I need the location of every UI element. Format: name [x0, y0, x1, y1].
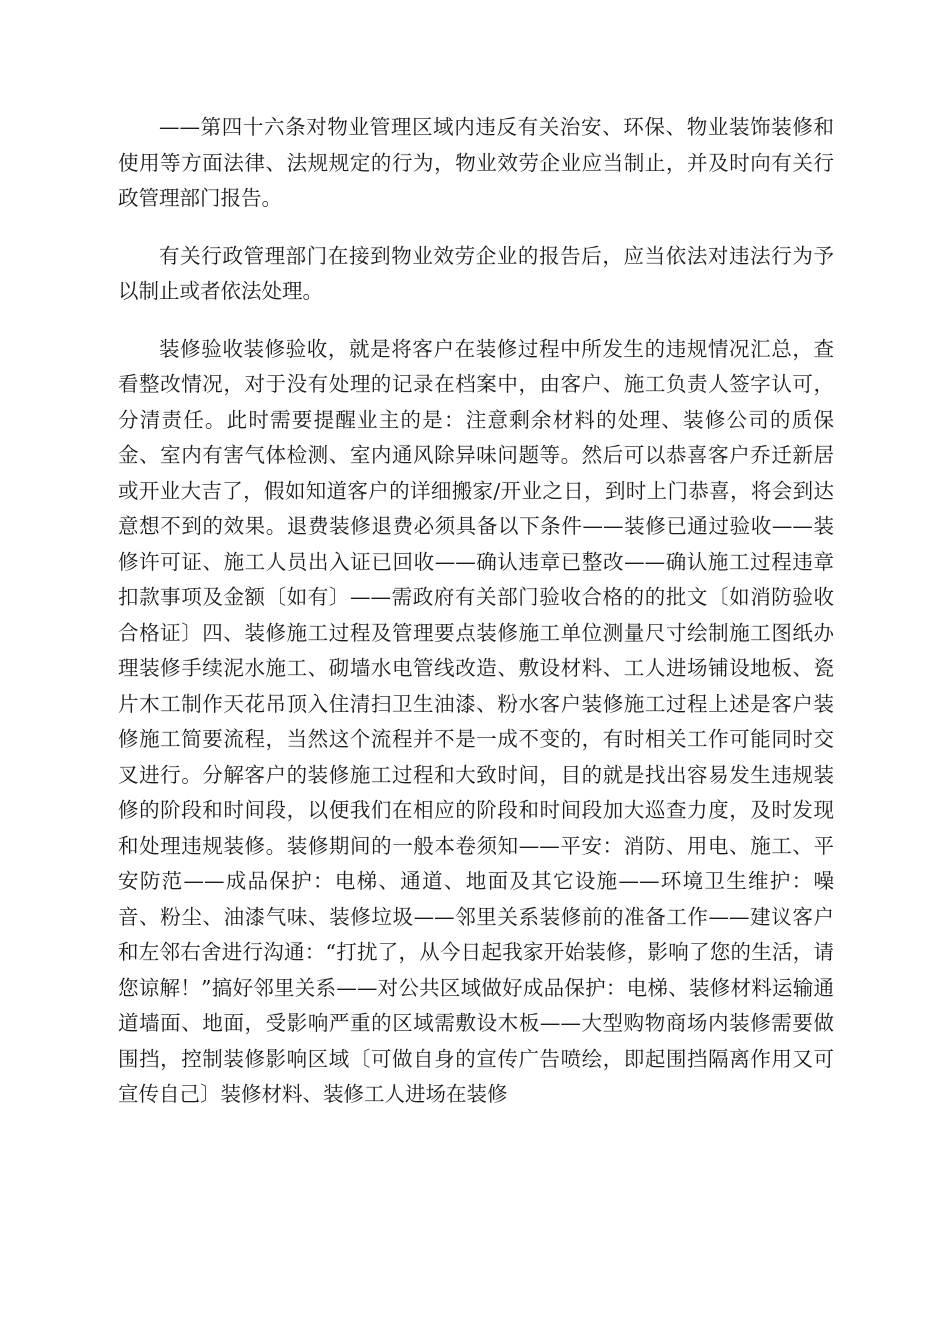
paragraph-article-46: ——第四十六条对物业管理区域内违反有关治安、环保、物业装饰装修和使用等方面法律、法规规定的行为，物业效劳企业应当制止，并及时向有关行政管理部门报告。	[118, 115, 834, 210]
paragraph-administrative-handling: 有关行政管理部门在接到物业效劳企业的报告后，应当依法对违法行为予以制止或者依法处理。	[118, 243, 834, 303]
paragraph-renovation-acceptance: 装修验收装修验收，就是将客户在装修过程中所发生的违规情况汇总，查看整改情况，对于没有处理的记录在档案中，由客户、施工负责人签字认可，分清责任。此时需要提醒业主的是：注意剩余材料的处理、装修公司的质保金、室内有害气体检测、室内通风除异味问题等。然后可以恭喜客户乔迁新居或开业大吉了，假如知道客户的详细搬家/开业之日，到时上门恭喜，将会到达意想不到的效果。退费装修退费必须具备以下条件——装修已通过验收——装修许可证、施工人员出入证已回收——确认违章已整改——确认施工过程违章扣款事项及金额〔如有〕——需政府有关部门验收合格的的批文〔如消防验收合格证〕四、装修施工过程及管理要点装修施工单位测量尺寸绘制施工图纸办理装修手续泥水施工、砌墙水电管线改造、敷设材料、工人进场铺设地板、瓷片木工制作天花吊顶入住清扫卫生油漆、粉水客户装修施工过程上述是客户装修施工简要流程，当然这个流程并不是一成不变的，有时相关工作可能同时交叉进行。分解客户的装修施工过程和大致时间，目的就是找出容易发生违规装修的阶段和时间段，以便我们在相应的阶段和时间段加大巡查力度，及时发现和处理违规装修。装修期间的一般本卷须知——平安：消防、用电、施工、平安防范——成品保护：电梯、通道、地面及其它设施——环境卫生维护：噪音、粉尘、油漆气味、装修垃圾——邻里关系装修前的准备工作——建议客户和左邻右舍进行沟通：“打扰了，从今日起我家开始装修，影响了您的生活，请您谅解！”搞好邻里关系——对公共区域做好成品保护：电梯、装修材料运输通道墙面、地面，受影响严重的区域需敷设木板——大型购物商场内装修需要做围挡，控制装修影响区域〔可做自身的宣传广告喷绘，即起围挡隔离作用又可宣传自己〕装修材料、装修工人进场在装修	[118, 336, 834, 1106]
document-body	[118, 110, 834, 1113]
